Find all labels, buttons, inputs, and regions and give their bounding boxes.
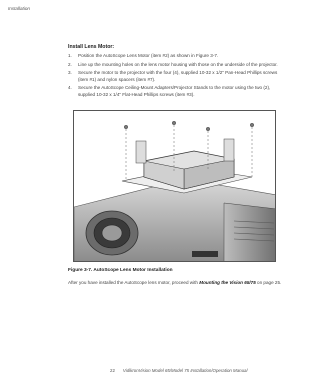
- page-footer: [110, 368, 247, 373]
- list-item: 3. Secure the motor to the projector with the four (4), supplied 10-32 x 1/2" Pan-Head Phillips screws (item #1) and nylon spacers (item #7).: [68, 70, 278, 82]
- after-paragraph: After you have installed the AutoScope lens motor, proceed with Mounting the Vision 65/75 on page 25.: [68, 280, 282, 285]
- manual-title: VidikronVision Model 65/Model 75 Installation/Operation Manual: [122, 368, 248, 373]
- list-item: 4. Secure the AutoScope Ceiling-Mount Adapters/Projector Stands to the motor using the two (2), supplied 10-32 x 1/4" Flat-Head Phillips screws (item #3).: [68, 85, 271, 97]
- steps-list: [68, 53, 284, 98]
- lens-motor-diagram: [74, 111, 276, 262]
- page-number: 22: [110, 368, 115, 373]
- figure-caption: Figure 3-7. AutoScope Lens Motor Installation: [68, 268, 173, 273]
- install-section: [68, 44, 284, 100]
- cross-reference-link[interactable]: Mounting the Vision 65/75: [199, 280, 256, 285]
- list-item: 2. Line up the mounting holes on the lens motor housing with those on the underside of the projector.: [68, 61, 278, 67]
- section-title: Install Lens Motor:: [68, 44, 115, 50]
- list-item: 1. Position the AutoScope Lens Motor (item #2) as shown in Figure 3-7.: [68, 53, 219, 58]
- figure-illustration: [73, 110, 276, 262]
- running-header: Installation: [8, 6, 30, 11]
